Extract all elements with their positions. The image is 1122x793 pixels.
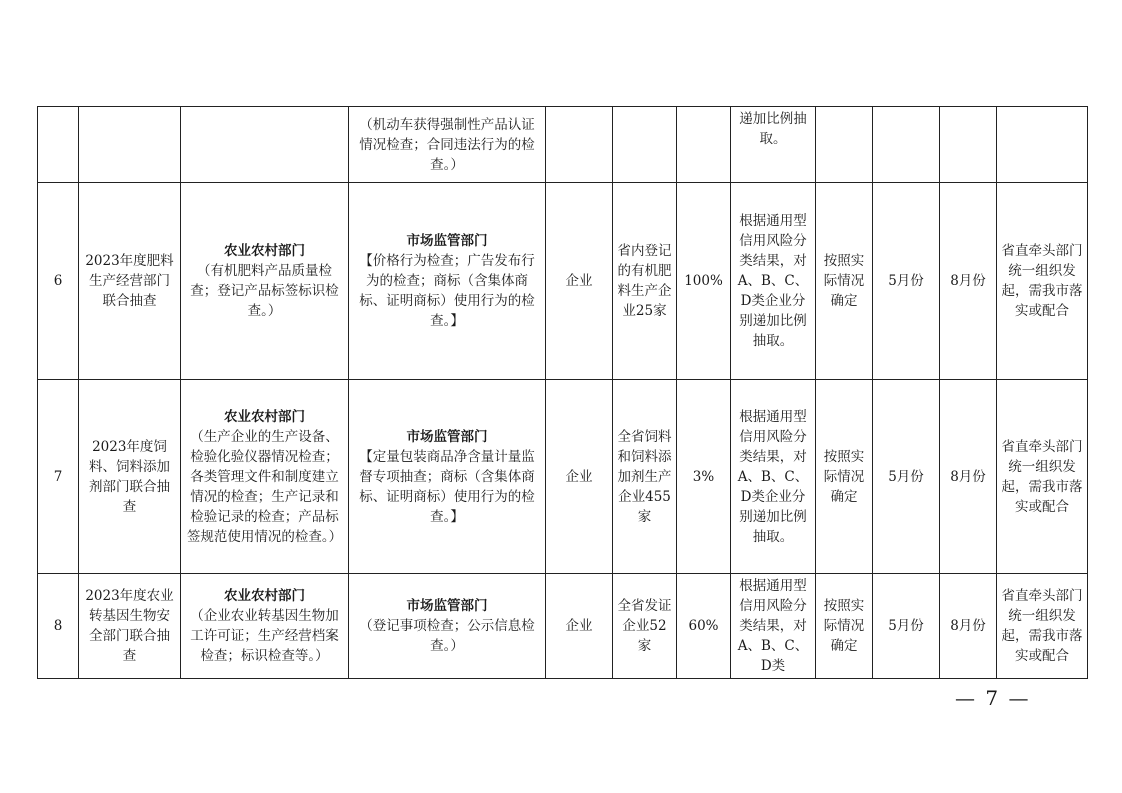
frequency-cell: 按照实际情况确定 <box>816 574 873 679</box>
joint-department-cell <box>349 380 546 574</box>
inspection-scope-cell: 全省发证企业52家 <box>613 574 677 679</box>
joint-department-cell-content: 【定量包装商品净含量计量监督专项抽查；商标（含集体商标、证明商标）使用行为的检查。】 <box>359 448 535 525</box>
row-number-cell: 8 <box>38 574 79 679</box>
lead-department-cell <box>181 574 349 679</box>
inspection-object-cell <box>546 107 613 183</box>
task-name-cell: 2023年度农业转基因生物安全部门联合抽查 <box>79 574 181 679</box>
lead-department-cell-dept: 农业农村部门 <box>224 408 305 425</box>
frequency-cell <box>816 107 873 183</box>
start-month-cell: 5月份 <box>873 183 940 380</box>
joint-department-cell-dept: 市场监管部门 <box>406 428 488 445</box>
sampling-method-cell: 根据通用型信用风险分类结果，对A、B、C、D类企业分别递加比例抽取。 <box>731 183 816 380</box>
frequency-cell: 按照实际情况确定 <box>816 183 873 380</box>
table-row <box>38 107 1088 183</box>
sampling-ratio-cell: 100% <box>677 183 731 380</box>
inspection-scope-cell: 全省饲料和饲料添加剂生产企业455家 <box>613 380 677 574</box>
inspection-object-cell: 企业 <box>546 574 613 679</box>
sampling-method-cell: 根据通用型信用风险分类结果，对A、B、C、D类企业分别递加比例抽取。 <box>731 380 816 574</box>
inspection-scope-cell: 省内登记的有机肥料生产企业25家 <box>613 183 677 380</box>
sampling-method-cell: 递加比例抽取。 <box>731 107 816 183</box>
end-month-cell: 8月份 <box>940 574 997 679</box>
start-month-cell <box>873 107 940 183</box>
lead-department-cell <box>181 380 349 574</box>
inspection-object-cell: 企业 <box>546 183 613 380</box>
joint-department-cell-content: （登记事项检查；公示信息检查。） <box>359 618 535 654</box>
table-row <box>38 574 1088 679</box>
inspection-plan-table <box>37 106 1088 679</box>
start-month-cell: 5月份 <box>873 380 940 574</box>
task-name-cell <box>79 107 181 183</box>
page-number: — 7 — <box>955 686 1031 710</box>
sampling-ratio-cell: 3% <box>677 380 731 574</box>
note-cell: 省直牵头部门统一组织发起，需我市落实或配合 <box>997 574 1088 679</box>
end-month-cell <box>940 107 997 183</box>
row-number-cell <box>38 107 79 183</box>
inspection-object-cell: 企业 <box>546 380 613 574</box>
lead-department-cell-content: （有机肥料产品质量检查；登记产品标签标识检查。） <box>190 263 339 319</box>
lead-department-cell-dept: 农业农村部门 <box>224 588 305 604</box>
task-name-cell: 2023年度饲料、饲料添加剂部门联合抽查 <box>79 380 181 574</box>
joint-department-cell-content: （机动车获得强制性产品认证情况检查；合同违法行为的检查。） <box>359 116 535 173</box>
lead-department-cell <box>181 107 349 183</box>
start-month-cell: 5月份 <box>873 574 940 679</box>
frequency-cell: 按照实际情况确定 <box>816 380 873 574</box>
sampling-ratio-cell: 60% <box>677 574 731 679</box>
sampling-method-cell: 根据通用型信用风险分类结果，对A、B、C、D类 <box>731 574 816 679</box>
sampling-ratio-cell <box>677 107 731 183</box>
row-number-cell: 6 <box>38 183 79 380</box>
table-row <box>38 183 1088 380</box>
joint-department-cell-content: 【价格行为检查；广告发布行为的检查；商标（含集体商标、证明商标）使用行为的检查。】 <box>359 253 535 329</box>
note-cell: 省直牵头部门统一组织发起，需我市落实或配合 <box>997 380 1088 574</box>
lead-department-cell-dept: 农业农村部门 <box>224 243 305 259</box>
joint-department-cell <box>349 574 546 679</box>
end-month-cell: 8月份 <box>940 183 997 380</box>
note-cell <box>997 107 1088 183</box>
task-name-cell: 2023年度肥料生产经营部门联合抽查 <box>79 183 181 380</box>
table-row <box>38 380 1088 574</box>
table-body <box>38 107 1088 679</box>
inspection-scope-cell <box>613 107 677 183</box>
note-cell: 省直牵头部门统一组织发起，需我市落实或配合 <box>997 183 1088 380</box>
row-number-cell: 7 <box>38 380 79 574</box>
joint-department-cell-dept: 市场监管部门 <box>406 233 488 249</box>
lead-department-cell-content: （生产企业的生产设备、检验化验仪器情况检查；各类管理文件和制度建立情况的检查；生产记录和检验记录的检查；产品标签规范使用情况的检查。） <box>186 428 343 545</box>
lead-department-cell-content: （企业农业转基因生物加工许可证；生产经营档案检查；标识检查等。） <box>190 608 339 664</box>
joint-department-cell <box>349 183 546 380</box>
joint-department-cell <box>349 107 546 183</box>
lead-department-cell <box>181 183 349 380</box>
joint-department-cell-dept: 市场监管部门 <box>406 598 488 614</box>
end-month-cell: 8月份 <box>940 380 997 574</box>
